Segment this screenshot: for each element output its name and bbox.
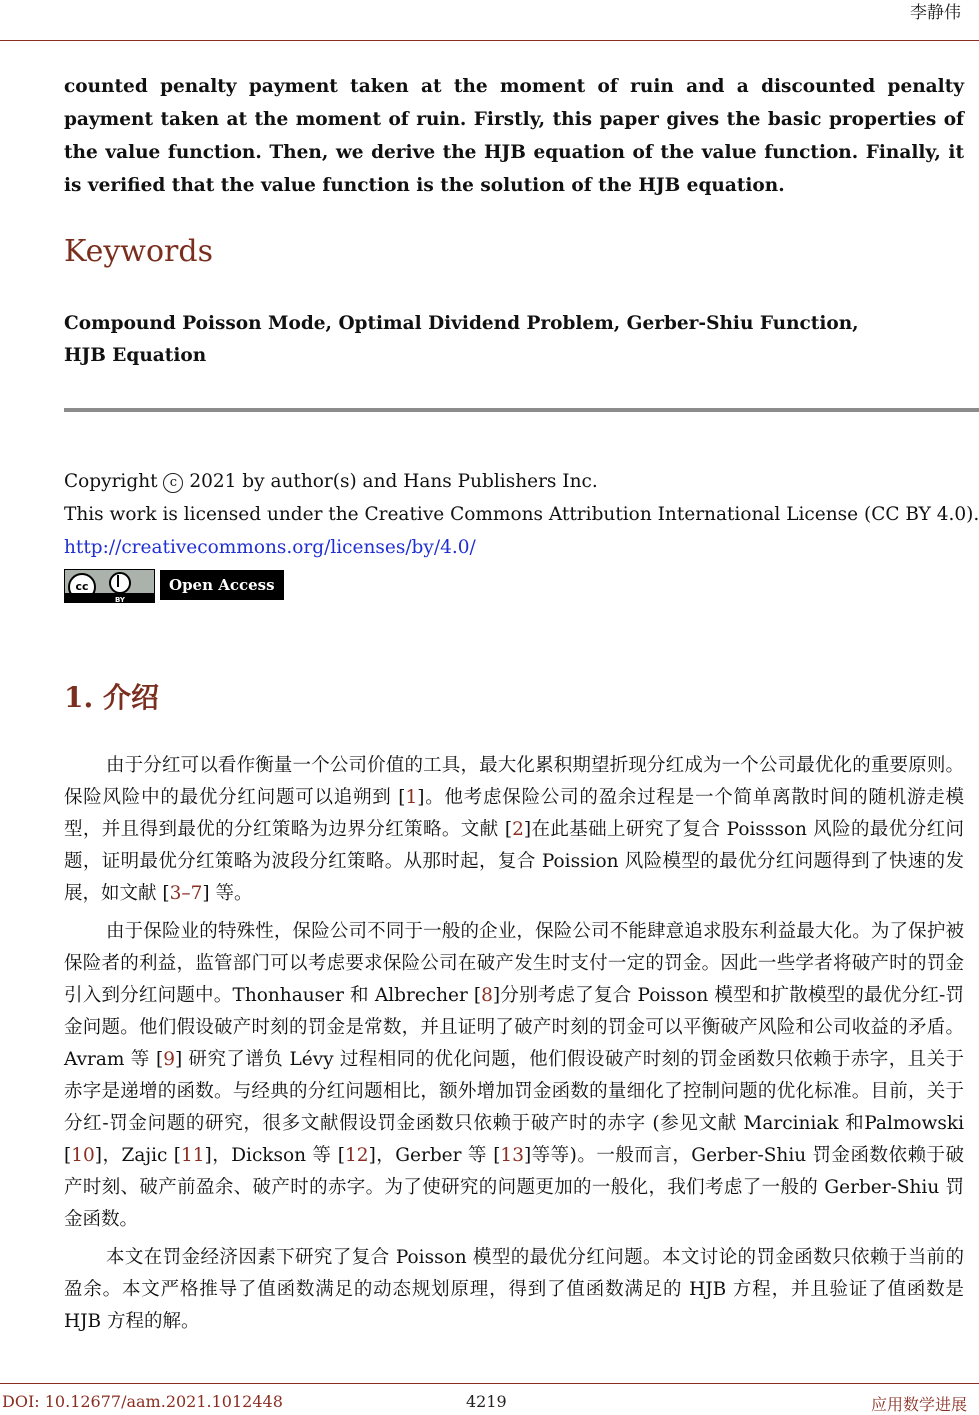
keywords-list [64,308,964,372]
text-run: ]等等)。一般而言，Gerber-Shiu 罚金函数依赖于破产时刻、破产前盈余、破产时的赤字。为了使研究的问题更加的一般化，我们考虑了一般的 Gerber-Shiu 罚金函数。 [64,1145,964,1230]
citation-link[interactable]: 10 [71,1145,95,1166]
citation-link[interactable]: 1 [405,787,418,808]
citation-link[interactable]: 2 [512,819,524,840]
header-author: 李静伟 [910,3,961,23]
citation-link[interactable]: 8 [481,985,493,1006]
text-run: 由于分红可以看作衡量一个公司价值的工具，最大化累积期望折现分红成为一个公司最优化的重要原则。保险风险中的最优分红问题可以追朔到 [ [64,755,964,808]
text-run: 由于保险业的特殊性，保险公司不同于一般的企业，保险公司不能肆意追求股东利益最大化。为了保护被保险者的利益，监管部门可以考虑要求保险公司在破产发生时支付一定的罚金。因此一些学者将破产时的罚金引入到分红问题中。Thonhauser 和 Albrecher [ [64,921,964,1006]
license-block [64,465,979,564]
copyright-prefix: Copyright [64,471,158,492]
text-run: ]，Dickson 等 [ [204,1145,346,1166]
keywords-line-2: HJB Equation [64,345,207,366]
footer-journal[interactable]: 应用数学进展 [870,1395,967,1414]
copyright-suffix: 2021 by author(s) and Hans Publishers Inc. [189,471,598,492]
section-divider [64,408,979,412]
text-run: ] 研究了谱负 Lévy 过程相同的优化问题，他们假设破产时刻的罚金函数只依赖于赤字，且关于赤字是递增的函数。与经典的分红问题相比，额外增加罚金函数的量细化了控制问题的优化标准。目前，关于分红-罚金问题的研究，很多文献假设罚金函数只依赖于破产时的赤字 (参见文献 Marciniak 和Palmowski [ [64,1049,964,1166]
by-label: BY [114,596,126,604]
abstract-text: counted penalty payment taken at the moment of ruin and a discounted penalty payment taken at the moment of ruin. Firstly, this paper gives the basic properties of the value function. Then, we derive the HJB equation of the value function. Finally, it is verified that the value function is the solution of the HJB equation. [64,76,964,196]
citation-link[interactable]: 12 [345,1145,369,1166]
citation-link[interactable]: 11 [180,1145,205,1166]
header-rule [0,40,979,41]
cc-by-badge[interactable] [64,569,155,603]
citation-link[interactable]: 3–7 [169,883,203,904]
copyright-line [64,465,969,498]
keywords-heading: Keywords [64,234,213,269]
citation-link[interactable]: 9 [163,1049,176,1070]
keywords-line-1: Compound Poisson Mode, Optimal Dividend Problem, Gerber-Shiu Function, [64,313,859,334]
footer-rule [0,1383,979,1384]
paragraph-3: 本文在罚金经济因素下研究了复合 Poisson 模型的最优分红问题。本文讨论的罚金函数只依赖于当前的盈余。本文严格推导了值函数满足的动态规划原理，得到了值函数满足的 HJB 方程，并且验证了值函数是 HJB 方程的解。 [64,1247,964,1332]
text-run: ]。他考虑保险公司的盈余过程是一个简单离散时间的随机游走模型，并且得到最优的分红策略为边界分红策略。文献 [ [64,787,964,840]
copyright-icon: c [163,473,183,493]
text-run: ]，Gerber 等 [ [368,1145,501,1166]
footer-page-number: 4219 [466,1392,507,1411]
by-person-figure [117,575,119,587]
footer-doi[interactable]: DOI: 10.12677/aam.2021.1012448 [2,1392,283,1411]
text-run: ] 等。 [202,883,253,904]
cc-icon: cc [68,573,96,601]
text-run: ]分别考虑了复合 Poisson 模型和扩散模型的最优分红-罚金问题。他们假设破产时刻的罚金是常数，并且证明了破产时刻的罚金可以平衡破产风险和公司收益的矛盾。Avram 等 [ [64,985,964,1070]
citation-link[interactable]: 13 [500,1145,524,1166]
license-statement: This work is licensed under the Creative Commons Attribution International License (CC BY 4.0). [64,504,979,525]
license-link[interactable]: http://creativecommons.org/licenses/by/4.0/ [64,537,476,558]
section-1-heading: 1. 介绍 [64,681,159,714]
text-run: ]，Zajic [ [94,1145,181,1166]
text-run: ]在此基础上研究了复合 Poissson 风险的最优分红问题，证明最优分红策略为波段分红策略。从那时起，复合 Poission 风险模型的最优分红问题得到了快速的发展，如文献 [ [64,819,964,904]
section-1-body [64,750,964,1344]
paragraph-1 [64,750,964,910]
open-access-badge[interactable]: Open Access [160,570,284,600]
paragraph-2 [64,916,964,1236]
by-person-icon [109,572,131,594]
